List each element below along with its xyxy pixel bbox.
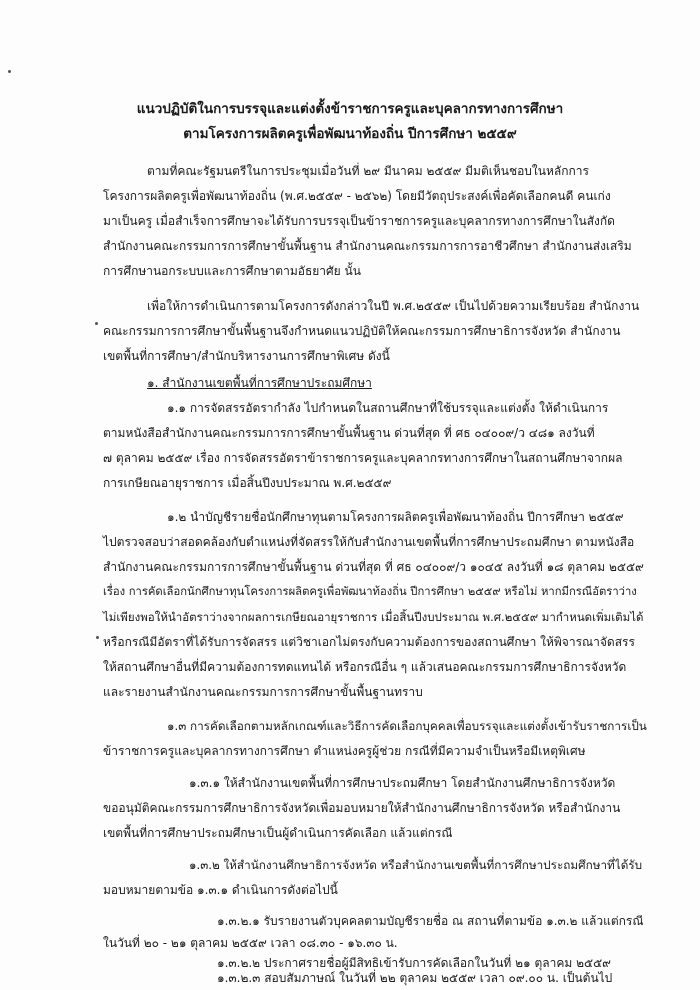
- body-line-22: ๑.๓ การคัดเลือกตามหลักเกณฑ์และวิธีการคัดเลือกบุคคลเพื่อบรรจุและแต่งตั้งเข้ารับราชการเป็น: [167, 719, 647, 733]
- body-line-30: ในวันที่ ๒๐ - ๒๑ ตุลาคม ๒๕๕๙ เวลา ๐๘.๓๐ - ๑๖.๓๐ น.: [103, 936, 398, 950]
- body-line-11: ตามหนังสือสำนักงานคณะกรรมการการศึกษาขั้นพื้นฐาน ด่วนที่สุด ที่ ศธ ๐๔๐๐๙/ว ๔๘๑ ลงวันที่: [103, 426, 595, 440]
- body-line-2: โครงการผลิตครูเพื่อพัฒนาท้องถิ่น (พ.ศ.๒๕๕๙ - ๒๕๖๒) โดยมีวัตถุประสงค์เพื่อคัดเลือกคนดี คนเก่ง: [103, 189, 611, 203]
- body-line-16: สำนักงานคณะกรรมการการศึกษาขั้นพื้นฐาน ด่วนที่สุด ที่ ศธ ๐๔๐๐๙/ว ๑๐๔๕ ลงวันที่ ๑๘ ตุลาคม ๒๕๕๙: [103, 560, 644, 574]
- scan-speck: [95, 322, 98, 325]
- body-line-25: ขออนุมัติคณะกรรมการศึกษาธิการจังหวัดเพื่อมอบหมายให้สำนักงานศึกษาธิการจังหวัด หรือสำนักงาน: [103, 801, 621, 815]
- body-line-14: ๑.๒ นำบัญชีรายชื่อนักศึกษาทุนตามโครงการผลิตครูเพื่อพัฒนาท้องถิ่น ปีการศึกษา ๒๕๕๙: [167, 510, 624, 524]
- body-line-12: ๗ ตุลาคม ๒๕๕๙ เรื่อง การจัดสรรอัตราข้าราชการครูและบุคลากรทางการศึกษาในสถานศึกษาจากผล: [103, 451, 623, 465]
- body-line-6: เพื่อให้การดำเนินการตามโครงการดังกล่าวในปี พ.ศ.๒๕๕๙ เป็นไปด้วยความเรียบร้อย สำนักงาน: [147, 299, 640, 313]
- document-title-line-2: ตามโครงการผลิตครูเพื่อพัฒนาท้องถิ่น ปีการศึกษา ๒๕๕๙: [183, 126, 517, 142]
- body-line-23: ข้าราชการครูและบุคลากรทางการศึกษา ตำแหน่งครูผู้ช่วย กรณีที่มีความจำเป็นหรือมีเหตุพิเศษ: [103, 744, 586, 758]
- section-1-heading: ๑. สำนักงานเขตพื้นที่การศึกษาประถมศึกษา: [147, 376, 372, 390]
- body-line-24: ๑.๓.๑ ให้สำนักงานเขตพื้นที่การศึกษาประถมศึกษา โดยสำนักงานศึกษาธิการจังหวัด: [189, 776, 616, 790]
- body-line-1: ตามที่คณะรัฐมนตรีในการประชุมเมื่อวันที่ ๒๙ มีนาคม ๒๕๕๙ มีมติเห็นชอบในหลักการ: [147, 164, 589, 178]
- document-title-line-1: แนวปฏิบัติในการบรรจุและแต่งตั้งข้าราชการครูและบุคลากรทางการศึกษา: [136, 101, 564, 117]
- body-line-28: มอบหมายตามข้อ ๑.๓.๑ ดำเนินการดังต่อไปนี้: [103, 883, 338, 897]
- body-line-27: ๑.๓.๒ ให้สำนักงานศึกษาธิการจังหวัด หรือสำนักงานเขตพื้นที่การศึกษาประถมศึกษาที่ได้รับ: [189, 858, 643, 872]
- body-line-29: ๑.๓.๒.๑ รับรายงานตัวบุคคลตามบัญชีรายชื่อ ณ สถานที่ตามข้อ ๑.๓.๒ แล้วแต่กรณี: [217, 914, 644, 928]
- scan-speck: [96, 636, 99, 639]
- body-line-10: ๑.๑ การจัดสรรอัตรากำลัง ไปกำหนดในสถานศึกษาที่ใช้บรรจุและแต่งตั้ง ให้ดำเนินการ: [167, 401, 609, 415]
- body-line-17: เรื่อง การคัดเลือกนักศึกษาทุนโครงการผลิตครูเพื่อพัฒนาท้องถิ่น ปีการศึกษา ๒๕๕๙ หรือไม่ หากมีกรณีอัตราว่าง: [103, 585, 637, 598]
- body-line-31: ๑.๓.๒.๒ ประกาศรายชื่อผู้มีสิทธิเข้ารับการคัดเลือกในวันที่ ๒๑ ตุลาคม ๒๕๕๙: [217, 956, 611, 970]
- body-line-15: ไปตรวจสอบว่าสอดคล้องกับตำแหน่งที่จัดสรรให้กับสำนักงานเขตพื้นที่การศึกษาประถมศึกษา ตามหนังสือ: [103, 535, 635, 549]
- body-line-21: และรายงานสำนักงานคณะกรรมการการศึกษาขั้นพื้นฐานทราบ: [103, 685, 423, 699]
- body-line-3: มาเป็นครู เมื่อสำเร็จการศึกษาจะได้รับการบรรจุเป็นข้าราชการครูและบุคลากรทางการศึกษาในสังกัด: [103, 214, 615, 228]
- body-line-5: การศึกษานอกระบบและการศึกษาตามอัธยาศัย นั้น: [103, 264, 361, 278]
- body-line-26: เขตพื้นที่การศึกษาประถมศึกษาเป็นผู้ดำเนินการคัดเลือก แล้วแต่กรณี: [103, 826, 453, 840]
- body-line-7: คณะกรรมการการศึกษาขั้นพื้นฐานจึงกำหนดแนวปฏิบัติให้คณะกรรมการศึกษาธิการจังหวัด สำนักงาน: [103, 324, 621, 338]
- body-line-8: เขตพื้นที่การศึกษา/สำนักบริหารงานการศึกษาพิเศษ ดังนี้: [103, 349, 390, 363]
- body-line-19: หรือกรณีมีอัตราที่ได้รับการจัดสรร แต่วิชาเอกไม่ตรงกับความต้องการของสถานศึกษา ให้พิจารณาจัดสรร: [103, 635, 635, 649]
- scan-speck: [8, 70, 11, 73]
- body-line-13: การเกษียณอายุราชการ เมื่อสิ้นปีงบประมาณ พ.ศ.๒๕๕๙: [103, 476, 392, 490]
- body-line-4: สำนักงานคณะกรรมการการศึกษาขั้นพื้นฐาน สำนักงานคณะกรรมการการอาชีวศึกษา สำนักงานส่งเสริม: [103, 239, 632, 253]
- body-line-18: ไม่เพียงพอให้นำอัตราว่างจากผลการเกษียณอายุราชการ เมื่อสิ้นปีงบประมาณ พ.ศ.๒๕๕๙ มากำหนดเพิ่มเติมได้: [103, 610, 644, 624]
- body-line-32: ๑.๓.๒.๓ สอบสัมภาษณ์ ในวันที่ ๒๒ ตุลาคม ๒๕๕๙ เวลา ๐๙.๐๐ น. เป็นต้นไป: [217, 971, 613, 985]
- body-line-20: ให้สถานศึกษาอื่นที่มีความต้องการทดแทนได้ หรือกรณีอื่น ๆ แล้วเสนอคณะกรรมการศึกษาธิการจังหวัด: [103, 660, 627, 674]
